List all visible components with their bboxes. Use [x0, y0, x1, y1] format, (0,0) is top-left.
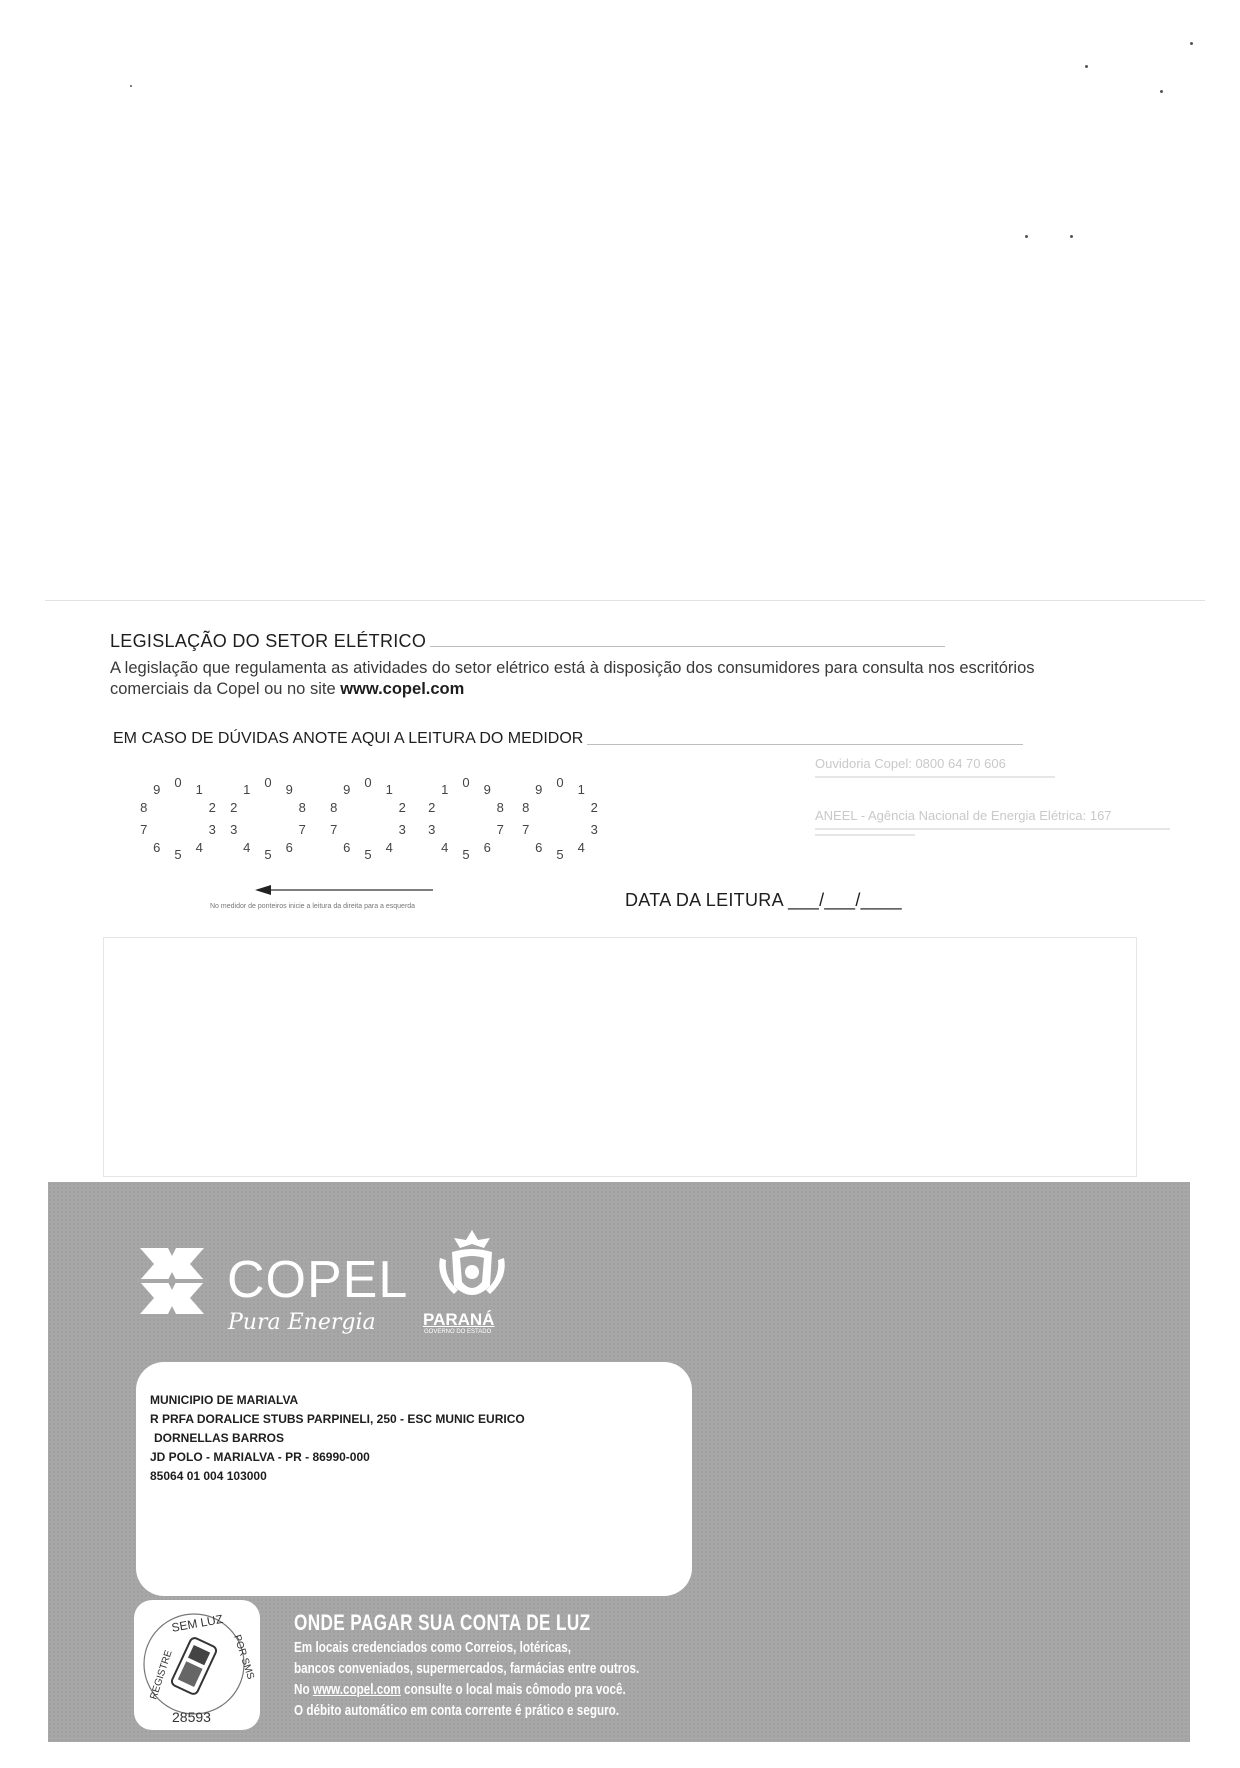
dial-digit: 6: [535, 840, 543, 856]
dial-digit: 1: [577, 781, 585, 797]
dial-digit: 1: [441, 781, 449, 797]
address-window: [136, 1362, 692, 1596]
scan-speck: [1070, 235, 1073, 238]
illegible-line: [815, 828, 1170, 830]
dial-digit: 0: [264, 775, 272, 790]
dial-digit: 9: [343, 781, 351, 797]
dial-digit: 6: [343, 840, 351, 856]
dial-digit: 5: [174, 847, 182, 862]
pagar-line-3: [294, 1681, 626, 1698]
pagar-title: ONDE PAGAR SUA CONTA DE LUZ: [294, 1610, 591, 1635]
meter-dial: [330, 775, 406, 862]
arrow-note: No medidor de ponteiros inicie a leitura da direita para a esquerda: [210, 903, 416, 910]
dial-digit: 0: [556, 775, 564, 790]
parana-label: PARANÁ: [423, 1310, 495, 1329]
dial-digit: 6: [483, 840, 491, 856]
dial-digit: 2: [428, 799, 436, 815]
copel-tagline: Pura Energia: [228, 1310, 376, 1335]
ouvidoria-note: [815, 756, 1175, 778]
dial-digit: 9: [483, 781, 491, 797]
heading-rule: [430, 646, 945, 647]
heading-rule: [587, 744, 1023, 745]
dial-digit: 0: [364, 775, 372, 790]
ouvidoria-line: Ouvidoria Copel: 0800 64 70 606: [815, 756, 1006, 771]
address-line: MUNICIPIO DE MARIALVA: [150, 1393, 299, 1407]
dial-digit: 8: [330, 799, 338, 815]
copel-site-link[interactable]: www.copel.com: [312, 1681, 401, 1698]
blank-message-box: [103, 937, 1137, 1177]
pagar-line: bancos conveniados, supermercados, farmácias entre outros.: [294, 1660, 640, 1677]
dial-digit: 3: [428, 822, 436, 838]
dial-digit: 1: [385, 781, 393, 797]
dial-digit: 7: [140, 822, 148, 838]
reading-direction-arrow-icon: [255, 883, 435, 897]
address-line: 85064 01 004 103000: [150, 1469, 267, 1483]
dial-digit: 4: [243, 840, 251, 856]
copel-site-link[interactable]: www.copel.com: [340, 680, 465, 698]
legislacao-body: A legislação que regulamenta as atividades do setor elétrico está à disposição dos consumidores para consulta nos escritórios comerciais da Copel ou no site: [110, 659, 1035, 698]
dial-digit: 6: [285, 840, 293, 856]
dial-digit: 6: [153, 840, 161, 856]
sms-right-text: POR SMS: [231, 1633, 256, 1681]
duvidas-title: EM CASO DE DÚVIDAS ANOTE AQUI A LEITURA DO MEDIDOR: [113, 730, 584, 747]
meter-dial: [522, 775, 598, 862]
legislacao-heading: [110, 631, 945, 652]
address-line: JD POLO - MARIALVA - PR - 86990-000: [150, 1450, 370, 1464]
sms-top-text: SEM LUZ: [170, 1611, 225, 1635]
dial-digit: 9: [153, 781, 161, 797]
dial-digit: 7: [330, 822, 338, 838]
dial-digit: 3: [398, 822, 406, 838]
pagar-line: O débito automático em conta corrente é prático e seguro.: [294, 1702, 620, 1719]
dial-digit: 2: [208, 799, 216, 815]
dial-digit: 3: [208, 822, 216, 838]
dial-digit: 8: [298, 799, 306, 815]
meter-dial: [428, 775, 504, 862]
dial-digit: 3: [590, 822, 598, 838]
dial-digit: 9: [535, 781, 543, 797]
dial-digit: 2: [590, 799, 598, 815]
dial-digit: 7: [522, 822, 530, 838]
dial-digit: 1: [195, 781, 203, 797]
sms-seal-icon: [134, 1600, 260, 1730]
legislacao-text: [110, 658, 1110, 700]
sms-badge: [134, 1600, 260, 1730]
copel-brand-name: COPEL: [227, 1251, 409, 1309]
data-leitura-field[interactable]: DATA DA LEITURA ___/___/____: [625, 890, 902, 910]
aneel-line: ANEEL - Agência Nacional de Energia Elétrica: 167: [815, 808, 1112, 823]
dial-digit: 3: [230, 822, 238, 838]
pagar-line-prefix: No: [294, 1681, 313, 1698]
pagar-line-suffix: consulte o local mais cômodo pra você.: [400, 1681, 626, 1698]
dial-digit: 4: [385, 840, 393, 856]
dial-digit: 7: [298, 822, 306, 838]
dial-digit: 5: [264, 847, 272, 862]
blank-top-area: [45, 40, 1205, 601]
dial-digit: 8: [140, 799, 148, 815]
dial-digit: 0: [174, 775, 182, 790]
dial-digit: 4: [577, 840, 585, 856]
aneel-note: [815, 808, 1175, 836]
dial-digit: 5: [556, 847, 564, 862]
dial-digit: 2: [398, 799, 406, 815]
duvidas-heading: [113, 730, 1023, 748]
dial-digit: 9: [285, 781, 293, 797]
scan-speck: [1025, 235, 1028, 238]
dial-digit: 5: [462, 847, 470, 862]
parana-sublabel: GOVERNO DO ESTADO: [424, 1329, 492, 1335]
dial-digit: 4: [441, 840, 449, 856]
meter-dials: [130, 770, 630, 870]
address-line: DORNELLAS BARROS: [154, 1431, 285, 1445]
cellphone-icon: [170, 1637, 217, 1696]
parana-coat-of-arms-icon: [432, 1228, 512, 1310]
scan-speck: [1190, 42, 1193, 45]
dial-digit: 0: [462, 775, 470, 790]
dial-digit: 5: [364, 847, 372, 862]
sms-left-text: REGISTRE: [148, 1648, 175, 1701]
sms-number: 28593: [172, 1709, 211, 1725]
dial-digit: 1: [243, 781, 251, 797]
pagar-line: Em locais credenciados como Correios, lotéricas,: [294, 1639, 572, 1656]
copel-logo-icon: [136, 1246, 208, 1316]
dial-digit: 2: [230, 799, 238, 815]
dial-digit: 8: [522, 799, 530, 815]
dial-digit: 4: [195, 840, 203, 856]
illegible-line: [815, 834, 915, 836]
illegible-line: [815, 776, 1055, 778]
meter-dial: [140, 775, 216, 862]
scan-speck: [1160, 90, 1163, 93]
address-line: R PRFA DORALICE STUBS PARPINELI, 250 - ESC MUNIC EURICO: [150, 1412, 525, 1426]
scan-speck: [130, 85, 132, 87]
dial-digit: 7: [496, 822, 504, 838]
scan-speck: [1085, 65, 1088, 68]
dial-digit: 8: [496, 799, 504, 815]
legislacao-title: LEGISLAÇÃO DO SETOR ELÉTRICO: [110, 631, 427, 651]
meter-dial: [230, 775, 306, 862]
